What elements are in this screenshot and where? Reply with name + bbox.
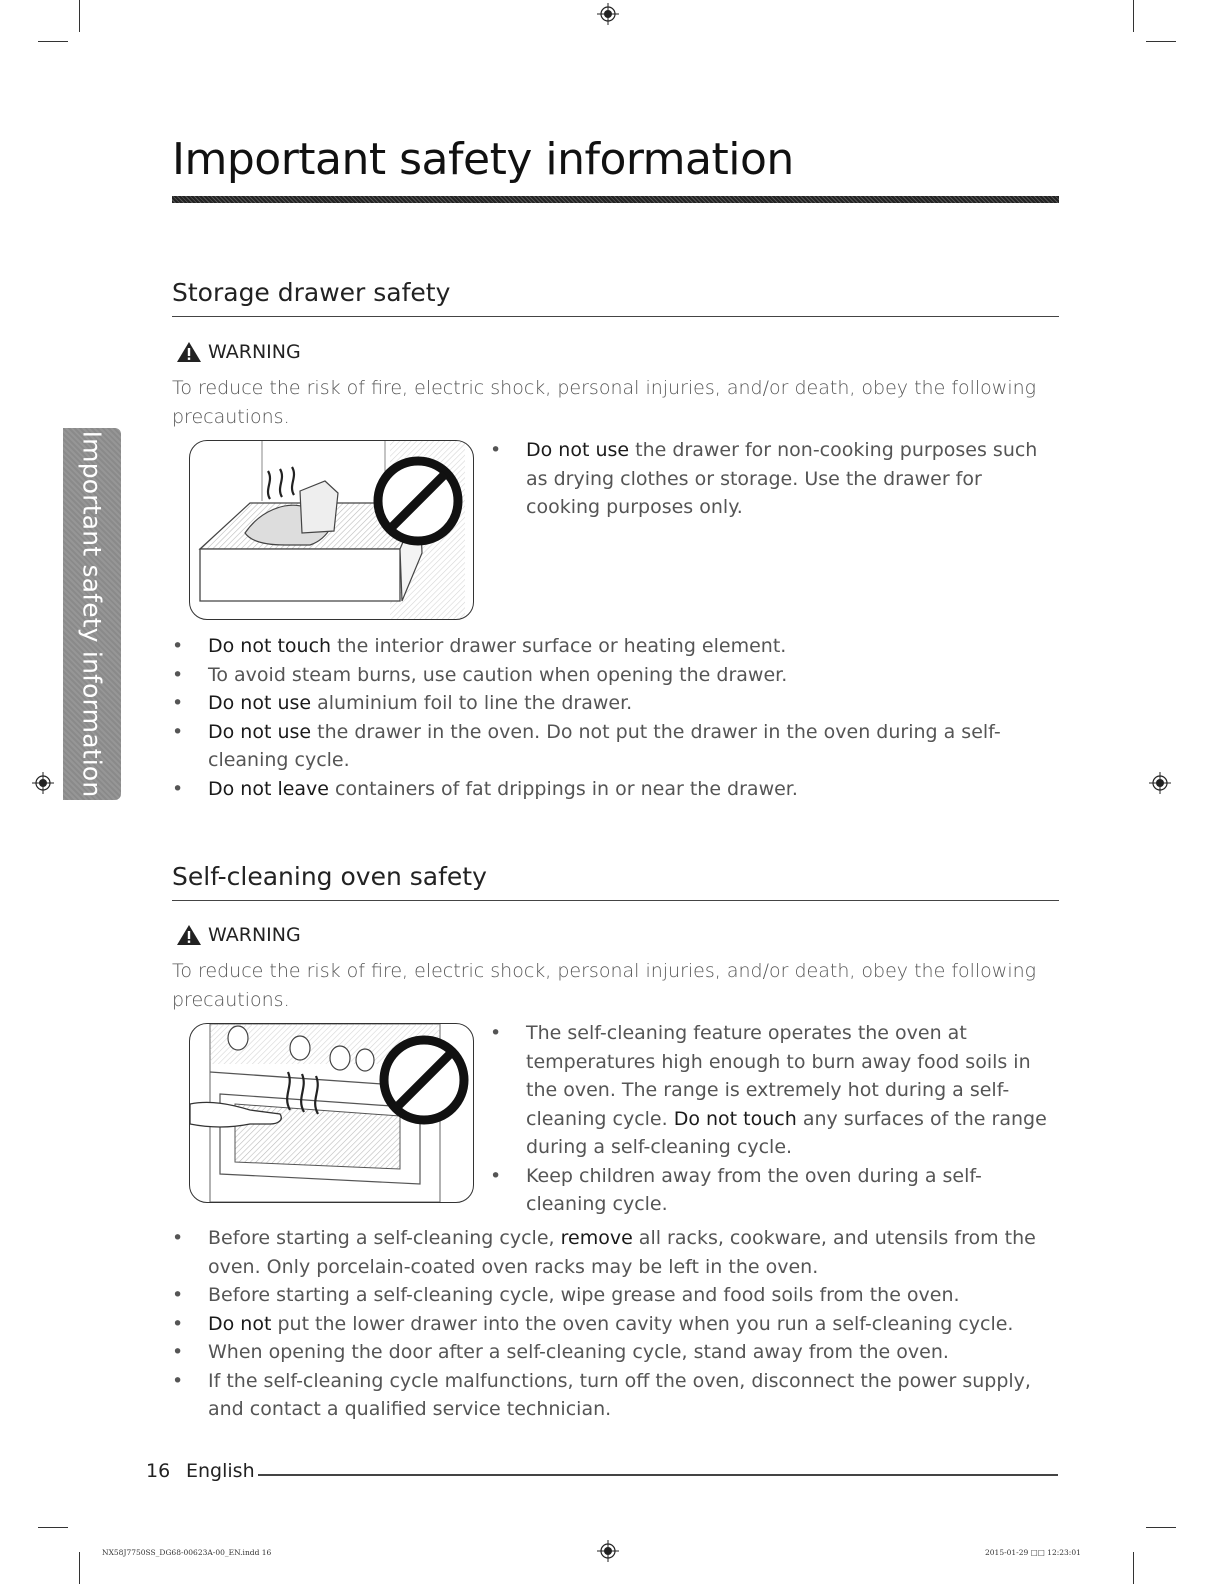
registration-mark-icon — [32, 772, 54, 794]
emphasis: Do not use — [526, 439, 630, 461]
registration-mark-icon — [1149, 772, 1171, 794]
warning-label — [176, 924, 301, 946]
emphasis: Do not — [208, 1312, 272, 1335]
intro-text: To reduce the risk of fire, electric shock, personal injuries, and/or death, obey the following precautions. — [172, 377, 1037, 428]
print-slug-filename: NX58J7750SS_DG68-00623A-00_EN.indd 16 — [102, 1548, 272, 1557]
emphasis: Do not touch — [208, 635, 332, 657]
list-item — [172, 1367, 1042, 1424]
crop-mark-top-left-v — [79, 0, 80, 32]
bullet-text: To avoid steam burns, use caution when opening the drawer. — [208, 663, 788, 686]
crop-mark-bottom-right-v — [1133, 1552, 1134, 1584]
list-item — [172, 1224, 1042, 1281]
crop-mark-bottom-left-h — [38, 1527, 68, 1528]
bullet-text: the drawer in the oven. Do not put the drawer in the oven during a self-cleaning cycle. — [208, 720, 1001, 771]
crop-mark-top-right-v — [1133, 0, 1134, 32]
side-chapter-tab — [63, 428, 121, 800]
illustration-drawer-clothes — [189, 440, 474, 620]
bullet-text: any surfaces of the range during a self-cleaning cycle. — [526, 1107, 1047, 1158]
side-tab-label: Important safety information — [77, 430, 107, 798]
footer-rule — [258, 1474, 1058, 1476]
list-item — [490, 1019, 1060, 1162]
list-item — [172, 1338, 1042, 1367]
registration-mark-icon — [597, 3, 619, 25]
footer-language: English — [186, 1460, 255, 1482]
bullet-text: If the self-cleaning cycle malfunctions, turn off the oven, disconnect the power supply, and contact a qualified service technician. — [208, 1369, 1031, 1420]
list-item — [172, 689, 1042, 718]
crop-mark-bottom-left-v — [79, 1552, 80, 1584]
list-item — [172, 632, 1042, 661]
intro-text: To reduce the risk of fire, electric shock, personal injuries, and/or death, obey the following precautions. — [172, 960, 1037, 1011]
warning-triangle-icon — [176, 924, 202, 946]
crop-mark-top-right-h — [1146, 41, 1176, 42]
list-item — [490, 436, 1060, 522]
page-title: Important safety information — [172, 134, 794, 185]
section-rule — [172, 316, 1059, 317]
bullet-text: the drawer for non-cooking purposes such as drying clothes or storage. Use the drawer for cooking purposes only. — [526, 439, 1038, 518]
bullet-text: the interior drawer surface or heating element. — [331, 635, 787, 657]
bullet-text: Before starting a self-cleaning cycle, — [208, 1227, 561, 1249]
registration-mark-icon — [597, 1540, 619, 1562]
list-item — [172, 1281, 1042, 1310]
emphasis: Do not touch — [673, 1107, 797, 1130]
bullet-text: The self-cleaning feature operates the oven at temperatures high enough to burn away food soils in the oven. The range is extremely hot during a self-cleaning cycle. — [526, 1022, 1031, 1130]
list-item — [172, 718, 1042, 775]
title-rule — [172, 196, 1059, 203]
section-rule — [172, 900, 1059, 901]
print-slug-timestamp: 2015-01-29 □□ 12:23:01 — [985, 1548, 1081, 1557]
bullet-text: all racks, cookware, and utensils from the oven. Only porcelain-coated oven racks may be left in the oven. — [208, 1227, 1036, 1278]
bullet-text: When opening the door after a self-cleaning cycle, stand away from the oven. — [208, 1341, 949, 1363]
bullet-list-2 — [172, 1224, 1042, 1424]
list-item — [490, 1162, 1060, 1219]
list-item — [172, 661, 1042, 690]
side-bullet-list-1 — [490, 436, 1060, 522]
page-number: 16 — [146, 1460, 171, 1482]
section-title-self-cleaning: Self-cleaning oven safety — [172, 862, 487, 891]
illustration-oven-hand — [189, 1023, 474, 1203]
list-item — [172, 1310, 1042, 1339]
warning-triangle-icon — [176, 341, 202, 363]
oven-hand-drawing-icon — [190, 1024, 473, 1202]
section-title-storage-drawer: Storage drawer safety — [172, 278, 451, 307]
bullet-text: Keep children away from the oven during a self-cleaning cycle. — [526, 1164, 982, 1215]
bullet-text: put the lower drawer into the oven cavity when you run a self-cleaning cycle. — [271, 1312, 1014, 1335]
drawer-clothes-drawing-icon — [190, 441, 473, 619]
bullet-text: Before starting a self-cleaning cycle, wipe grease and food soils from the oven. — [208, 1284, 960, 1306]
bullet-text: aluminium foil to line the drawer. — [311, 692, 633, 714]
emphasis: Do not use — [208, 692, 312, 714]
crop-mark-bottom-right-h — [1146, 1527, 1176, 1528]
warning-text: WARNING — [208, 924, 301, 946]
warning-label — [176, 341, 301, 363]
emphasis: Do not use — [208, 720, 312, 743]
crop-mark-top-left-h — [38, 41, 68, 42]
bullet-text: containers of fat drippings in or near the drawer. — [329, 777, 798, 800]
bullet-list-1 — [172, 632, 1042, 803]
emphasis: remove — [560, 1227, 633, 1249]
list-item — [172, 775, 1042, 804]
side-bullet-list-2 — [490, 1019, 1060, 1219]
emphasis: Do not leave — [208, 777, 329, 800]
warning-text: WARNING — [208, 341, 301, 363]
